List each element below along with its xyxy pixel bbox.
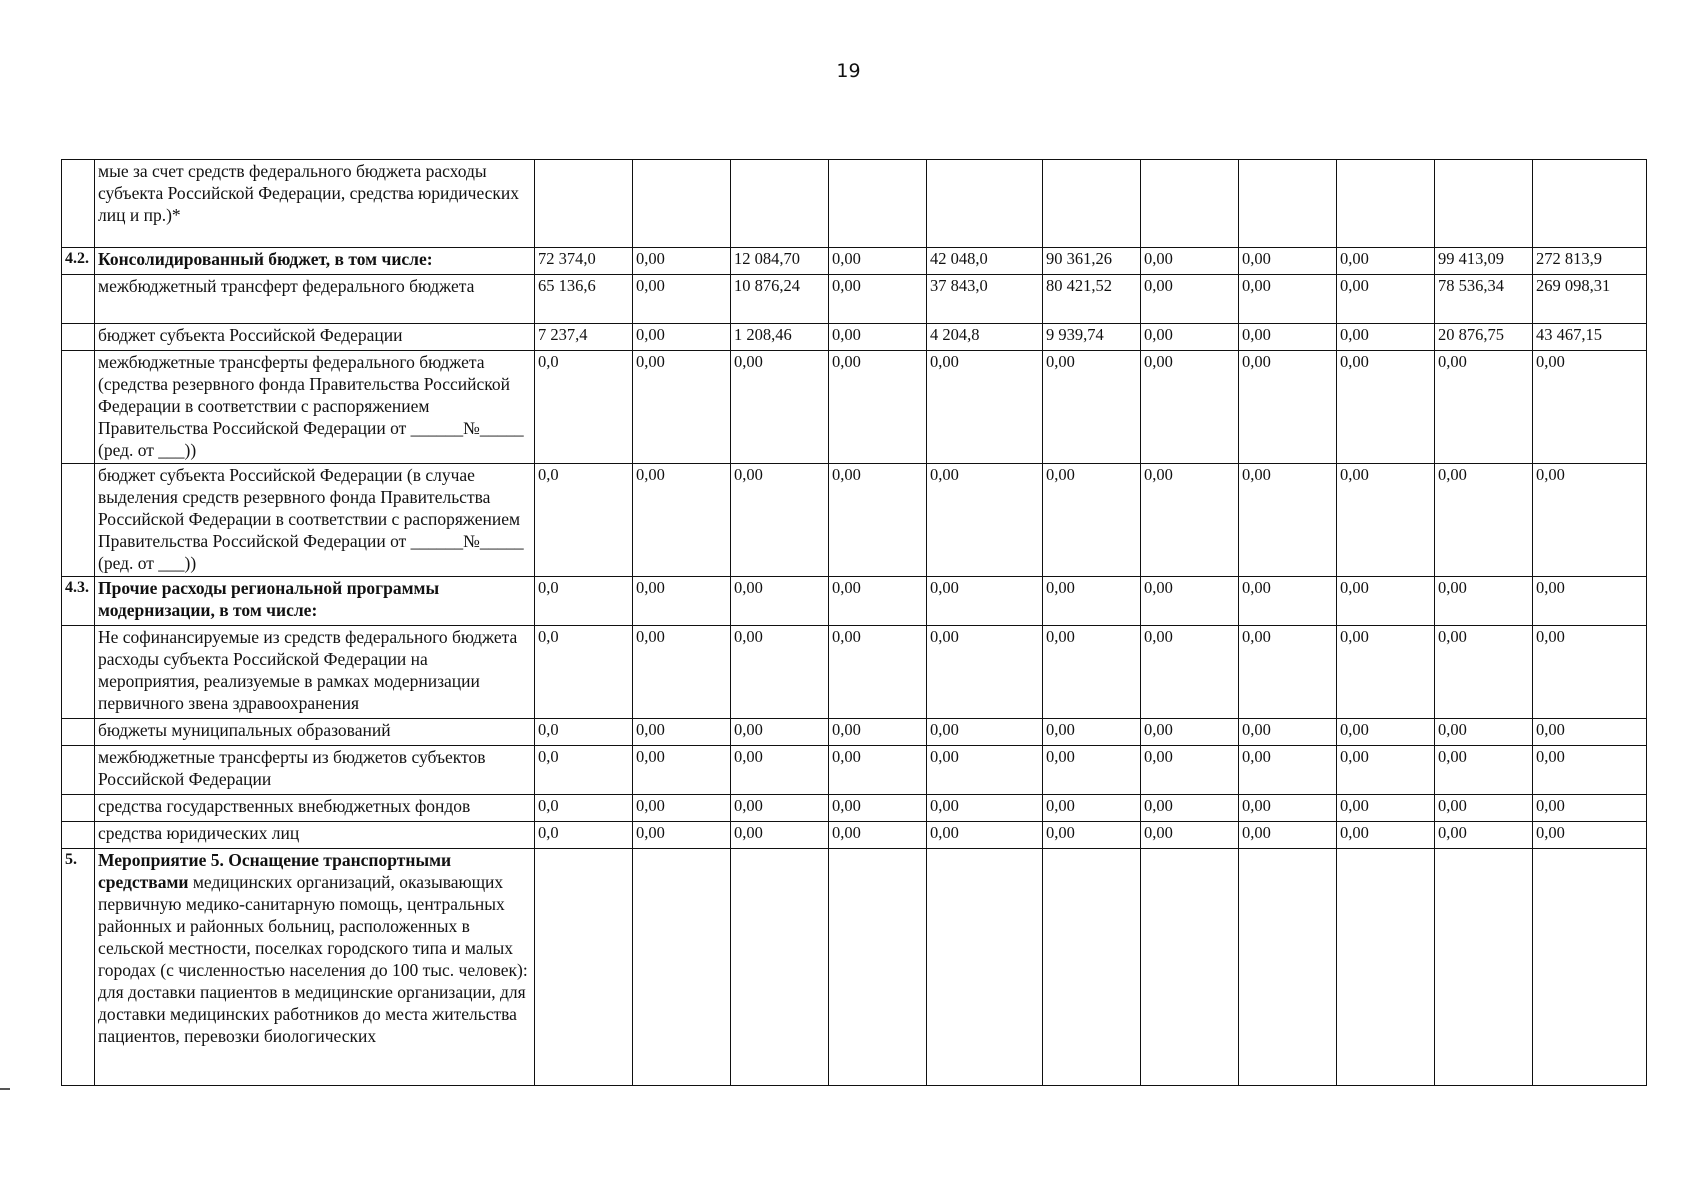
- row-label: [95, 822, 535, 849]
- page-number: 19: [836, 60, 861, 82]
- row-label: [95, 464, 535, 577]
- row-label-text: бюджеты муниципальных образований: [98, 720, 391, 740]
- value-cell: 0,00: [1043, 795, 1141, 822]
- table-row: [62, 324, 1647, 351]
- value-cell: 0,00: [633, 275, 731, 324]
- value-cell: 99 413,09: [1435, 248, 1533, 275]
- table-body: [62, 160, 1647, 1086]
- value-cell: 0,0: [535, 351, 633, 464]
- value-cell: 0,00: [1533, 719, 1647, 746]
- value-cell: 0,00: [1239, 464, 1337, 577]
- row-label-text: межбюджетные трансферты федерального бюджета (средства резервного фонда Правительства Российской Федерации в соответствии с распоряжением Правительства Российской Федерации от ______№_____ (ред. от ___)): [98, 352, 524, 460]
- row-number: 4.2.: [62, 248, 95, 275]
- value-cell: 0,00: [1435, 351, 1533, 464]
- row-label-text: Не софинансируемые из средств федерального бюджета расходы субъекта Российской Федерации на мероприятия, реализуемые в рамках модернизации первичного звена здравоохранения: [98, 627, 518, 713]
- value-cell: 0,00: [1533, 822, 1647, 849]
- value-cell: [829, 160, 927, 248]
- table-row: [62, 746, 1647, 795]
- value-cell: 0,00: [731, 464, 829, 577]
- value-cell: 0,00: [1043, 577, 1141, 626]
- value-cell: 0,00: [1337, 351, 1435, 464]
- value-cell: [535, 160, 633, 248]
- value-cell: 0,00: [1337, 324, 1435, 351]
- value-cell: 0,00: [1239, 275, 1337, 324]
- value-cell: 0,00: [1239, 626, 1337, 719]
- row-label-bold: Мероприятие 5. Оснащение транспортными средствами: [98, 850, 452, 892]
- value-cell: 78 536,34: [1435, 275, 1533, 324]
- value-cell: 0,00: [731, 746, 829, 795]
- value-cell: 0,00: [1141, 248, 1239, 275]
- value-cell: 0,00: [633, 351, 731, 464]
- value-cell: 0,00: [633, 324, 731, 351]
- value-cell: 0,00: [731, 795, 829, 822]
- value-cell: 0,00: [1043, 464, 1141, 577]
- value-cell: 0,00: [1043, 719, 1141, 746]
- row-label-text: мые за счет средств федерального бюджета расходы субъекта Российской Федерации, средства юридических лиц и пр.)*: [98, 161, 520, 225]
- value-cell: 0,00: [1043, 822, 1141, 849]
- value-cell: 0,00: [1239, 248, 1337, 275]
- table-row: [62, 351, 1647, 464]
- value-cell: [1533, 849, 1647, 1086]
- table-row: [62, 160, 1647, 248]
- row-label: [95, 275, 535, 324]
- value-cell: 65 136,6: [535, 275, 633, 324]
- value-cell: 20 876,75: [1435, 324, 1533, 351]
- value-cell: 0,00: [1043, 746, 1141, 795]
- value-cell: [731, 160, 829, 248]
- table-row: [62, 849, 1647, 1086]
- value-cell: 0,00: [633, 464, 731, 577]
- value-cell: [1141, 160, 1239, 248]
- value-cell: 0,0: [535, 795, 633, 822]
- value-cell: 0,00: [1337, 275, 1435, 324]
- value-cell: [633, 160, 731, 248]
- value-cell: 0,00: [1141, 719, 1239, 746]
- value-cell: [1337, 160, 1435, 248]
- value-cell: 0,00: [829, 577, 927, 626]
- value-cell: 0,00: [1337, 577, 1435, 626]
- value-cell: 0,00: [829, 795, 927, 822]
- value-cell: [1043, 160, 1141, 248]
- value-cell: 9 939,74: [1043, 324, 1141, 351]
- value-cell: 0,00: [731, 577, 829, 626]
- value-cell: 0,00: [829, 351, 927, 464]
- value-cell: 0,00: [829, 324, 927, 351]
- value-cell: 0,00: [1043, 626, 1141, 719]
- value-cell: [1239, 160, 1337, 248]
- table-row: [62, 719, 1647, 746]
- value-cell: 0,00: [927, 577, 1043, 626]
- value-cell: 0,00: [1141, 795, 1239, 822]
- value-cell: 0,00: [731, 626, 829, 719]
- value-cell: 0,00: [633, 822, 731, 849]
- row-label: [95, 849, 535, 1086]
- row-label: [95, 719, 535, 746]
- value-cell: 0,0: [535, 464, 633, 577]
- row-label-bold: Прочие расходы региональной программы модернизации, в том числе:: [98, 578, 440, 620]
- row-number: 5.: [62, 849, 95, 1086]
- value-cell: 10 876,24: [731, 275, 829, 324]
- table-row: [62, 626, 1647, 719]
- value-cell: [1043, 849, 1141, 1086]
- row-label: [95, 248, 535, 275]
- row-label-text: средства государственных внебюджетных фондов: [98, 796, 471, 816]
- row-label: [95, 795, 535, 822]
- value-cell: 0,00: [1435, 577, 1533, 626]
- table-row: [62, 822, 1647, 849]
- row-label-bold: Консолидированный бюджет, в том числе:: [98, 249, 433, 269]
- value-cell: 0,00: [829, 746, 927, 795]
- value-cell: 0,00: [1141, 464, 1239, 577]
- value-cell: 0,00: [731, 822, 829, 849]
- value-cell: 0,00: [1337, 464, 1435, 577]
- value-cell: 0,00: [1337, 746, 1435, 795]
- value-cell: 12 084,70: [731, 248, 829, 275]
- value-cell: [633, 849, 731, 1086]
- value-cell: 0,00: [633, 248, 731, 275]
- value-cell: [1435, 160, 1533, 248]
- value-cell: 0,00: [1435, 822, 1533, 849]
- value-cell: [1337, 849, 1435, 1086]
- value-cell: 80 421,52: [1043, 275, 1141, 324]
- value-cell: [927, 849, 1043, 1086]
- value-cell: 269 098,31: [1533, 275, 1647, 324]
- value-cell: 0,00: [927, 822, 1043, 849]
- value-cell: 0,00: [1337, 795, 1435, 822]
- value-cell: 0,00: [1533, 351, 1647, 464]
- table-row: [62, 577, 1647, 626]
- value-cell: 0,0: [535, 822, 633, 849]
- row-label: [95, 746, 535, 795]
- value-cell: 0,00: [1435, 746, 1533, 795]
- value-cell: 0,0: [535, 746, 633, 795]
- value-cell: 0,00: [829, 822, 927, 849]
- value-cell: 0,0: [535, 577, 633, 626]
- value-cell: 272 813,9: [1533, 248, 1647, 275]
- value-cell: 0,00: [1239, 746, 1337, 795]
- row-label-text: бюджет субъекта Российской Федерации: [98, 325, 403, 345]
- row-number: [62, 795, 95, 822]
- row-number: [62, 351, 95, 464]
- value-cell: 37 843,0: [927, 275, 1043, 324]
- row-number: [62, 275, 95, 324]
- value-cell: 0,00: [1337, 719, 1435, 746]
- value-cell: 0,00: [829, 464, 927, 577]
- value-cell: [535, 849, 633, 1086]
- value-cell: 0,00: [829, 719, 927, 746]
- value-cell: 72 374,0: [535, 248, 633, 275]
- value-cell: 0,00: [927, 464, 1043, 577]
- value-cell: 0,00: [1337, 822, 1435, 849]
- value-cell: 0,00: [1141, 351, 1239, 464]
- value-cell: 0,00: [633, 577, 731, 626]
- row-label-text: бюджет субъекта Российской Федерации (в случае выделения средств резервного фонда Правительства Российской Федерации в соответствии с распоряжением Правительства Российской Федерации от ______№_____ (ред. от ___)): [98, 465, 524, 573]
- table-row: [62, 795, 1647, 822]
- row-label-text: межбюджетные трансферты из бюджетов субъектов Российской Федерации: [98, 747, 486, 789]
- row-label-text: медицинских организаций, оказывающих первичную медико-санитарную помощь, центральных районных и районных больниц, расположенных в сельской местности, поселках городского типа и малых городах (с численностью населения до 100 тыс. человек): для доставки пациентов в медицинские организации, для доставки медицинских работников до места жительства пациентов, перевозки биологических: [98, 872, 528, 1046]
- value-cell: 0,00: [927, 719, 1043, 746]
- row-number: [62, 719, 95, 746]
- value-cell: 0,00: [1337, 248, 1435, 275]
- value-cell: 43 467,15: [1533, 324, 1647, 351]
- row-number: [62, 324, 95, 351]
- row-label-text: средства юридических лиц: [98, 823, 300, 843]
- row-label: [95, 160, 535, 248]
- row-label: [95, 324, 535, 351]
- value-cell: 0,00: [1239, 324, 1337, 351]
- value-cell: 0,00: [1239, 822, 1337, 849]
- row-number: [62, 746, 95, 795]
- value-cell: 0,00: [927, 626, 1043, 719]
- row-label: [95, 626, 535, 719]
- value-cell: 0,00: [1533, 626, 1647, 719]
- row-number: 4.3.: [62, 577, 95, 626]
- value-cell: 0,00: [1141, 626, 1239, 719]
- value-cell: 0,00: [633, 746, 731, 795]
- value-cell: [1141, 849, 1239, 1086]
- value-cell: 0,00: [633, 626, 731, 719]
- value-cell: 0,00: [1239, 719, 1337, 746]
- value-cell: 0,00: [1533, 464, 1647, 577]
- value-cell: 1 208,46: [731, 324, 829, 351]
- value-cell: [731, 849, 829, 1086]
- value-cell: 0,00: [1141, 822, 1239, 849]
- value-cell: 0,00: [1533, 746, 1647, 795]
- value-cell: 90 361,26: [1043, 248, 1141, 275]
- value-cell: [829, 849, 927, 1086]
- value-cell: 0,00: [1239, 795, 1337, 822]
- value-cell: 42 048,0: [927, 248, 1043, 275]
- margin-mark: [0, 1088, 10, 1090]
- value-cell: [927, 160, 1043, 248]
- value-cell: [1239, 849, 1337, 1086]
- value-cell: 0,00: [1435, 626, 1533, 719]
- value-cell: 0,00: [829, 275, 927, 324]
- value-cell: [1533, 160, 1647, 248]
- table-row: [62, 248, 1647, 275]
- value-cell: 0,00: [633, 795, 731, 822]
- value-cell: 0,00: [1141, 746, 1239, 795]
- value-cell: 4 204,8: [927, 324, 1043, 351]
- value-cell: 0,00: [1043, 351, 1141, 464]
- value-cell: 0,00: [1239, 351, 1337, 464]
- row-label: [95, 577, 535, 626]
- value-cell: 0,00: [633, 719, 731, 746]
- row-label-text: межбюджетный трансферт федерального бюджета: [98, 276, 475, 296]
- value-cell: 0,00: [731, 351, 829, 464]
- value-cell: 0,00: [829, 626, 927, 719]
- row-label: [95, 351, 535, 464]
- value-cell: 0,00: [927, 746, 1043, 795]
- value-cell: 0,0: [535, 626, 633, 719]
- row-number: [62, 464, 95, 577]
- value-cell: 0,00: [731, 719, 829, 746]
- table-row: [62, 464, 1647, 577]
- value-cell: 0,00: [1337, 626, 1435, 719]
- value-cell: 0,00: [1435, 719, 1533, 746]
- value-cell: 0,00: [1533, 795, 1647, 822]
- value-cell: 0,00: [927, 351, 1043, 464]
- value-cell: [1435, 849, 1533, 1086]
- value-cell: 0,00: [829, 248, 927, 275]
- value-cell: 0,0: [535, 719, 633, 746]
- value-cell: 0,00: [1435, 464, 1533, 577]
- value-cell: 0,00: [1435, 795, 1533, 822]
- value-cell: 0,00: [927, 795, 1043, 822]
- value-cell: 0,00: [1239, 577, 1337, 626]
- value-cell: 0,00: [1533, 577, 1647, 626]
- budget-table: [61, 159, 1647, 1086]
- table-row: [62, 275, 1647, 324]
- row-number: [62, 160, 95, 248]
- value-cell: 0,00: [1141, 324, 1239, 351]
- row-number: [62, 822, 95, 849]
- value-cell: 7 237,4: [535, 324, 633, 351]
- value-cell: 0,00: [1141, 275, 1239, 324]
- row-number: [62, 626, 95, 719]
- value-cell: 0,00: [1141, 577, 1239, 626]
